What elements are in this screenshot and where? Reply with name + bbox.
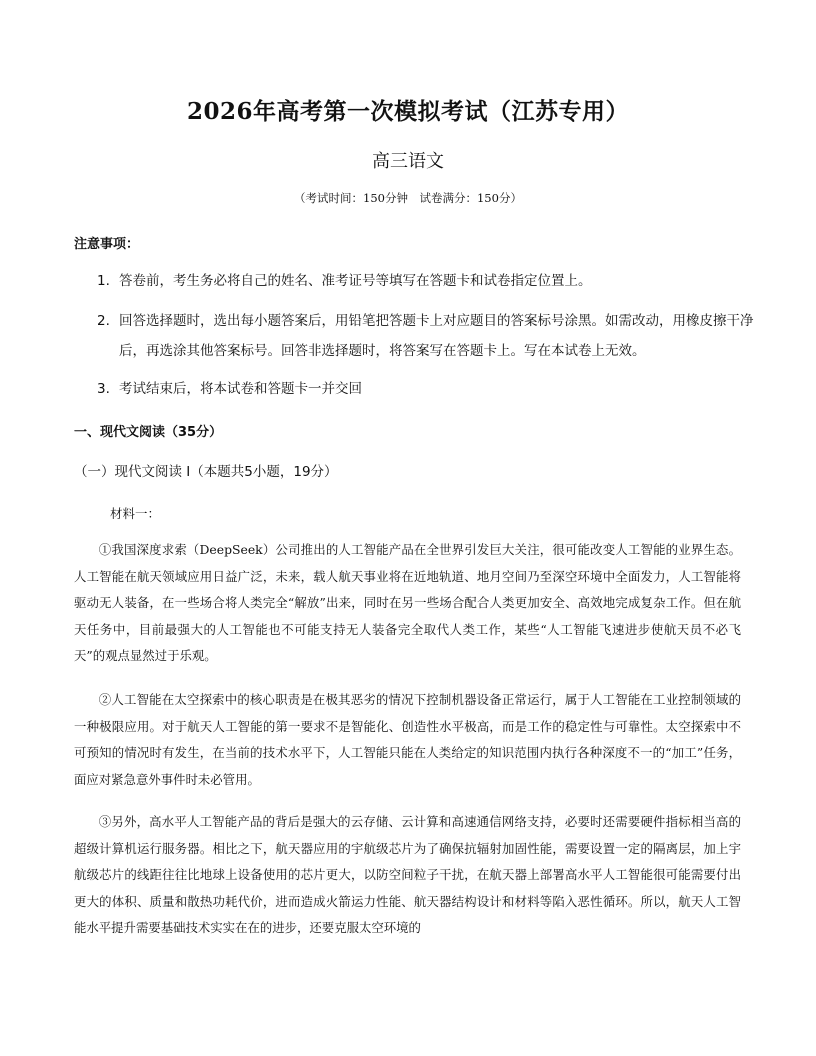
notice-item-text: 答卷前，考生务必将自己的姓名、准考证号等填写在答题卡和试卷指定位置上。 — [119, 273, 592, 289]
paragraph: ①我国深度求索（DeepSeek）公司推出的人工智能产品在全世界引发巨大关注，很可能改变人工智能的业界生态。人工智能在航天领域应用日益广泛，未来，载人航天事业将在近地轨道、地月空间乃至深空环境中全面发力，人工智能将驱动无人装备，在一些场合将人类完全“解放”出来，同时在另一些场合配合人类更加安全、高效地完成复杂工作。但在航天任务中，目前最强大的人工智能也不可能支持无人装备完全取代人类工作，某些“人工智能飞速进步使航天员不必飞天”的观点显然过于乐观。 — [74, 542, 741, 663]
paragraph: ②人工智能在太空探索中的核心职责是在极其恶劣的情况下控制机器设备正常运行，属于人工智能在工业控制领域的一种极限应用。对于航天人工智能的第一要求不是智能化、创造性水平极高，而是工作的稳定性与可靠性。太空探索中不可预知的情况时有发生，在当前的技术水平下，人工智能只能在人类给定的知识范围内执行各种深度不一的“加工”任务，面应对紧急意外事件时未必管用。 — [74, 692, 741, 787]
notice-item — [97, 306, 757, 366]
material-label: 材料一： — [110, 506, 161, 521]
notice-item-number: 1. — [97, 273, 110, 289]
notice-item — [97, 266, 757, 296]
notice-item-number: 3. — [97, 381, 110, 397]
notice-item-text: 考试结束后，将本试卷和答题卡一并交回 — [119, 381, 362, 397]
page-subtitle: 高三语文 — [372, 151, 444, 172]
subsection-heading: （一）现代文阅读 I（本题共5小题，19分） — [74, 464, 338, 480]
exam-info: （考试时间：150分钟 试卷满分：150分） — [294, 191, 522, 205]
notice-item — [97, 374, 757, 404]
notice-item-number: 2. — [97, 313, 110, 329]
notice-heading: 注意事项： — [74, 237, 140, 252]
page-title: 2026年高考第一次模拟考试（江苏专用） — [186, 98, 629, 125]
notice-item-text: 回答选择题时，选出每小题答案后，用铅笔把答题卡上对应题目的答案标号涂黑。如需改动，用橡皮擦干净后，再选涂其他答案标号。回答非选择题时，将答案写在答题卡上。写在本试卷上无效。 — [119, 313, 754, 359]
paragraph: ③另外，高水平人工智能产品的背后是强大的云存储、云计算和高速通信网络支持，必要时还需要硬件指标相当高的超级计算机运行服务器。相比之下，航天器应用的宇航级芯片为了确保抗辐射加固性能，需要设置一定的隔离层，加上宇航级芯片的线距往往比地球上设备使用的芯片更大，以防空间粒子干扰，在航天器上部署高水平人工智能很可能需要付出更大的体积、质量和散热功耗代价，进而造成火箭运力性能、航天器结构设计和材料等陷入恶性循环。所以，航天人工智能水平提升需要基础技术实实在在的进步，还要克服太空环境的 — [74, 814, 741, 935]
section-heading: 一、现代文阅读（35分） — [74, 425, 223, 440]
